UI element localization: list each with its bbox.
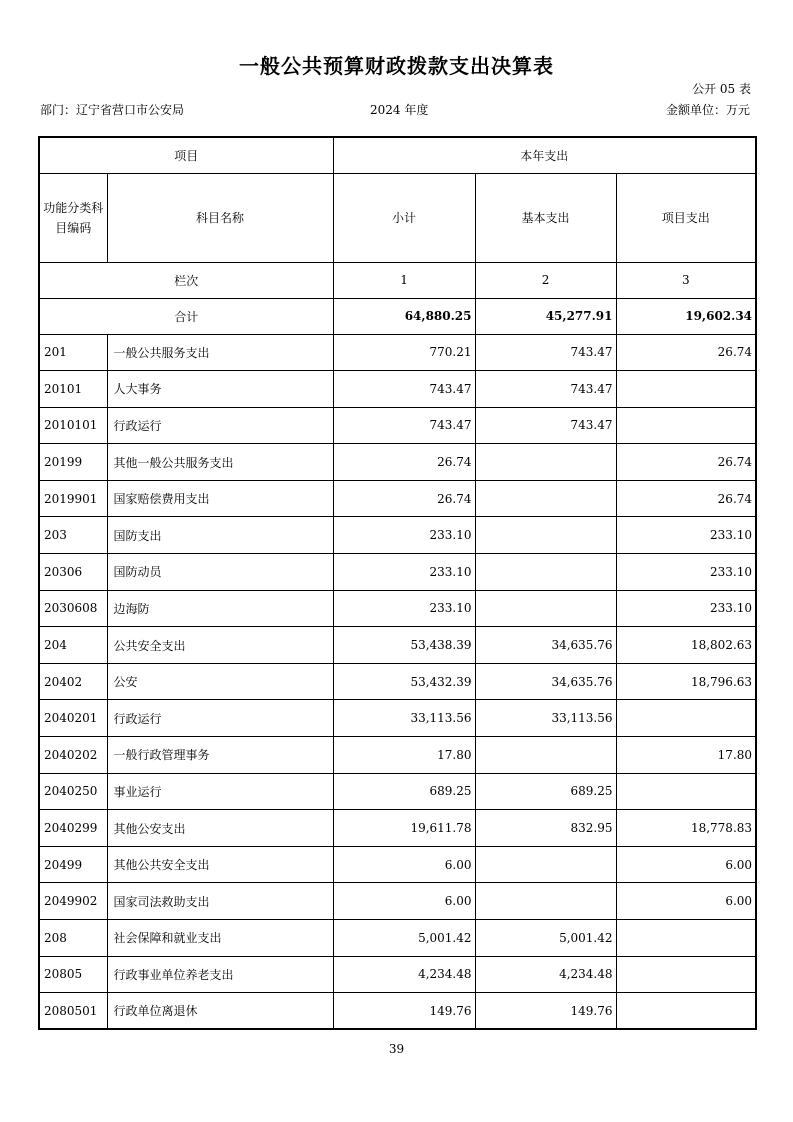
row-name: 国家司法救助支出 <box>107 883 333 920</box>
row-project: 6.00 <box>616 883 756 920</box>
department-label: 部门：辽宁省营口市公安局 <box>40 103 185 117</box>
row-subtotal: 233.10 <box>333 517 475 554</box>
row-code: 20101 <box>39 371 107 408</box>
row-name: 国家赔偿费用支出 <box>107 480 333 517</box>
row-code: 2040201 <box>39 700 107 737</box>
row-basic: 743.47 <box>475 334 616 371</box>
row-basic <box>475 480 616 517</box>
row-basic: 5,001.42 <box>475 920 616 957</box>
row-name: 其他公安支出 <box>107 810 333 847</box>
meta-row <box>40 101 750 117</box>
table-row <box>39 590 756 627</box>
row-name: 行政运行 <box>107 700 333 737</box>
table-row <box>39 480 756 517</box>
table-row <box>39 993 756 1030</box>
row-project <box>616 920 756 957</box>
row-subtotal: 4,234.48 <box>333 956 475 993</box>
table-row <box>39 371 756 408</box>
table-row <box>39 846 756 883</box>
row-code: 20199 <box>39 444 107 481</box>
row-subtotal: 149.76 <box>333 993 475 1030</box>
table-row <box>39 810 756 847</box>
table-row <box>39 883 756 920</box>
row-subtotal: 6.00 <box>333 846 475 883</box>
header-subtotal: 小计 <box>333 173 475 262</box>
row-subtotal: 233.10 <box>333 554 475 591</box>
total-row <box>39 298 756 334</box>
row-project: 26.74 <box>616 480 756 517</box>
row-name: 公安 <box>107 663 333 700</box>
total-label: 合计 <box>39 298 333 334</box>
table-row <box>39 554 756 591</box>
row-subtotal: 53,438.39 <box>333 627 475 664</box>
expenditure-table <box>38 136 757 1030</box>
row-name: 事业运行 <box>107 773 333 810</box>
header-name: 科目名称 <box>107 173 333 262</box>
row-basic <box>475 517 616 554</box>
total-subtotal: 64,880.25 <box>333 298 475 334</box>
row-code: 2010101 <box>39 407 107 444</box>
row-name: 其他公共安全支出 <box>107 846 333 883</box>
row-basic <box>475 554 616 591</box>
header-col3: 3 <box>616 262 756 298</box>
row-name: 行政事业单位养老支出 <box>107 956 333 993</box>
table-row <box>39 444 756 481</box>
row-code: 2040202 <box>39 737 107 774</box>
table-row <box>39 737 756 774</box>
row-code: 20402 <box>39 663 107 700</box>
header-row-index <box>39 262 756 298</box>
page-title: 一般公共预算财政拨款支出决算表 <box>239 54 554 78</box>
row-code: 2030608 <box>39 590 107 627</box>
row-code: 2040299 <box>39 810 107 847</box>
row-project: 17.80 <box>616 737 756 774</box>
row-subtotal: 743.47 <box>333 371 475 408</box>
total-project: 19,602.34 <box>616 298 756 334</box>
row-name: 一般公共服务支出 <box>107 334 333 371</box>
row-subtotal: 26.74 <box>333 480 475 517</box>
row-basic <box>475 444 616 481</box>
row-project <box>616 700 756 737</box>
row-name: 公共安全支出 <box>107 627 333 664</box>
row-basic <box>475 883 616 920</box>
row-basic: 743.47 <box>475 371 616 408</box>
row-subtotal: 26.74 <box>333 444 475 481</box>
row-code: 20499 <box>39 846 107 883</box>
table-row <box>39 956 756 993</box>
row-basic <box>475 590 616 627</box>
row-project: 18,778.83 <box>616 810 756 847</box>
header-row-top <box>39 137 756 173</box>
row-subtotal: 53,432.39 <box>333 663 475 700</box>
row-code: 2049902 <box>39 883 107 920</box>
row-project: 26.74 <box>616 334 756 371</box>
row-code: 204 <box>39 627 107 664</box>
row-project <box>616 773 756 810</box>
row-project <box>616 993 756 1030</box>
table-row <box>39 407 756 444</box>
row-code: 203 <box>39 517 107 554</box>
header-row-columns <box>39 173 756 262</box>
table-number: 公开 05 表 <box>692 82 751 96</box>
header-col1: 1 <box>333 262 475 298</box>
row-name: 其他一般公共服务支出 <box>107 444 333 481</box>
row-project: 18,796.63 <box>616 663 756 700</box>
row-name: 国防支出 <box>107 517 333 554</box>
row-project: 6.00 <box>616 846 756 883</box>
row-project: 18,802.63 <box>616 627 756 664</box>
header-current-year: 本年支出 <box>333 137 756 173</box>
row-subtotal: 19,611.78 <box>333 810 475 847</box>
row-code: 201 <box>39 334 107 371</box>
row-name: 行政单位离退休 <box>107 993 333 1030</box>
header-col2: 2 <box>475 262 616 298</box>
header-code: 功能分类科目编码 <box>39 173 107 262</box>
total-basic: 45,277.91 <box>475 298 616 334</box>
row-basic: 689.25 <box>475 773 616 810</box>
row-subtotal: 17.80 <box>333 737 475 774</box>
row-code: 2040250 <box>39 773 107 810</box>
header-basic: 基本支出 <box>475 173 616 262</box>
year-label: 2024 年度 <box>370 103 429 117</box>
table-row <box>39 700 756 737</box>
row-subtotal: 233.10 <box>333 590 475 627</box>
row-basic: 34,635.76 <box>475 627 616 664</box>
row-name: 人大事务 <box>107 371 333 408</box>
row-project: 233.10 <box>616 517 756 554</box>
row-project <box>616 371 756 408</box>
row-subtotal: 743.47 <box>333 407 475 444</box>
row-subtotal: 6.00 <box>333 883 475 920</box>
row-code: 2080501 <box>39 993 107 1030</box>
page-number: 39 <box>388 1042 405 1056</box>
row-project: 26.74 <box>616 444 756 481</box>
row-code: 2019901 <box>39 480 107 517</box>
row-name: 社会保障和就业支出 <box>107 920 333 957</box>
table-row <box>39 627 756 664</box>
table-row <box>39 517 756 554</box>
row-project: 233.10 <box>616 554 756 591</box>
row-basic: 743.47 <box>475 407 616 444</box>
unit-label: 金额单位：万元 <box>665 103 750 117</box>
row-basic: 34,635.76 <box>475 663 616 700</box>
table-row <box>39 920 756 957</box>
row-name: 一般行政管理事务 <box>107 737 333 774</box>
header-project: 项目支出 <box>616 173 756 262</box>
row-basic: 832.95 <box>475 810 616 847</box>
row-basic <box>475 737 616 774</box>
table-row <box>39 773 756 810</box>
row-code: 208 <box>39 920 107 957</box>
row-subtotal: 770.21 <box>333 334 475 371</box>
row-project: 233.10 <box>616 590 756 627</box>
row-basic: 33,113.56 <box>475 700 616 737</box>
row-code: 20306 <box>39 554 107 591</box>
row-subtotal: 33,113.56 <box>333 700 475 737</box>
header-col-index: 栏次 <box>39 262 333 298</box>
row-subtotal: 5,001.42 <box>333 920 475 957</box>
row-name: 边海防 <box>107 590 333 627</box>
row-basic: 149.76 <box>475 993 616 1030</box>
row-subtotal: 689.25 <box>333 773 475 810</box>
row-basic <box>475 846 616 883</box>
row-code: 20805 <box>39 956 107 993</box>
row-name: 国防动员 <box>107 554 333 591</box>
table-row <box>39 334 756 371</box>
table-row <box>39 663 756 700</box>
row-project <box>616 407 756 444</box>
row-basic: 4,234.48 <box>475 956 616 993</box>
header-item: 项目 <box>39 137 333 173</box>
row-project <box>616 956 756 993</box>
row-name: 行政运行 <box>107 407 333 444</box>
